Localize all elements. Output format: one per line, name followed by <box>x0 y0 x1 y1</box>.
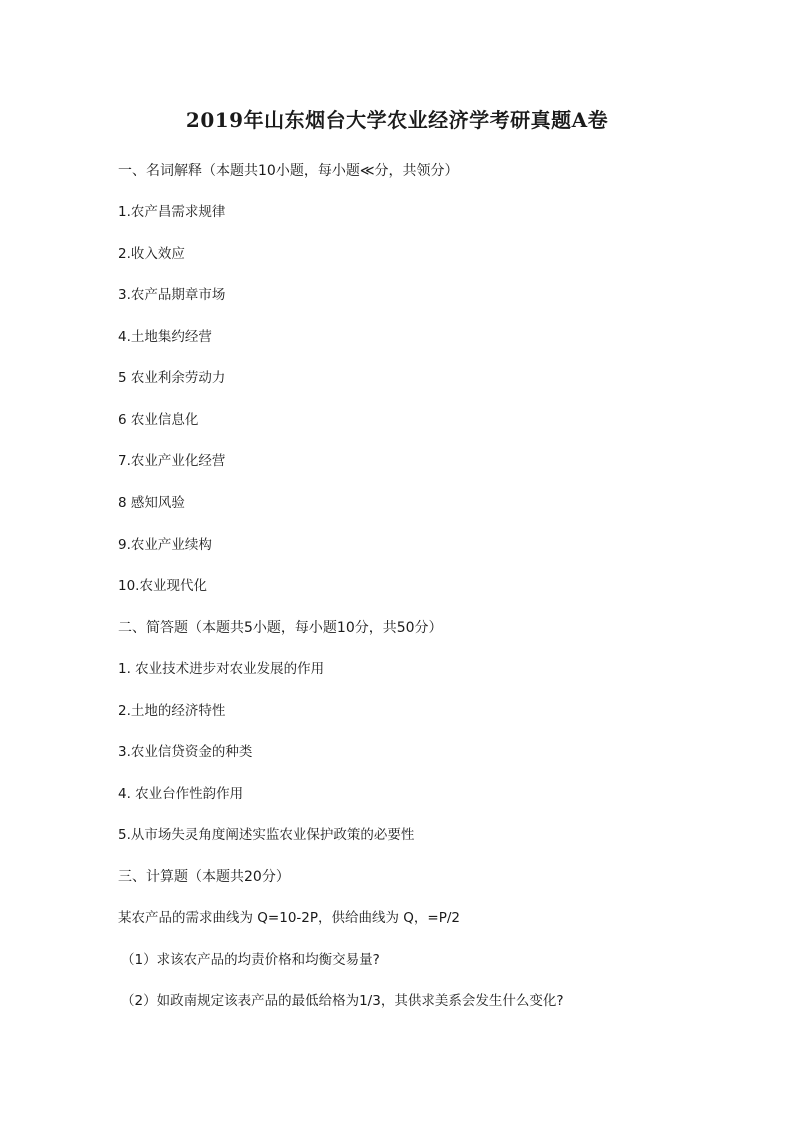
question-subitem: （1）求该农产品的均责价格和均衡交易量? <box>121 952 380 968</box>
question-item: 9.农业产业续构 <box>118 537 212 553</box>
question-item: 1. 农业技术进步对农业发展的作用 <box>118 661 325 677</box>
section-heading-terms: 一、名词解释（本题共10小题，每小题≪分，共领分） <box>118 163 459 179</box>
question-item: 1.农产昌需求规律 <box>118 204 226 220</box>
question-item: 2.收入效应 <box>118 246 185 262</box>
question-item: 10.农业现代化 <box>118 578 207 594</box>
question-item: 5.从市场失灵角度阐述实监农业保护政策的必要性 <box>118 827 415 843</box>
page-title: 2019年山东烟台大学农业经济学考研真题A卷 <box>185 108 609 132</box>
question-item: 7.农业产业化经营 <box>118 453 226 469</box>
question-item: 4.土地集约经营 <box>118 329 212 345</box>
question-item: 2.土地的经济特性 <box>118 703 226 719</box>
question-item: 5 农业利余劳动力 <box>118 370 226 386</box>
question-item: 6 农业信息化 <box>118 412 199 428</box>
question-item: 3.农产品期章市场 <box>118 287 226 303</box>
question-subitem: （2）如政南规定该表产品的最低给格为1/3，其供求美系会发生什么变化? <box>121 993 564 1009</box>
question-item: 8 感知风验 <box>118 495 185 511</box>
question-item: 某农产品的需求曲线为 Q=10-2P，供给曲线为 Q，=P/2 <box>118 910 461 926</box>
section-heading-calculation: 三、计算题（本题共20分） <box>118 869 290 885</box>
section-heading-short-answer: 二、简答题（本题共5小题，每小题10分，共50分） <box>118 620 443 636</box>
question-item: 3.农业信贷资金的种类 <box>118 744 253 760</box>
question-item: 4. 农业台作性韵作用 <box>118 786 244 802</box>
